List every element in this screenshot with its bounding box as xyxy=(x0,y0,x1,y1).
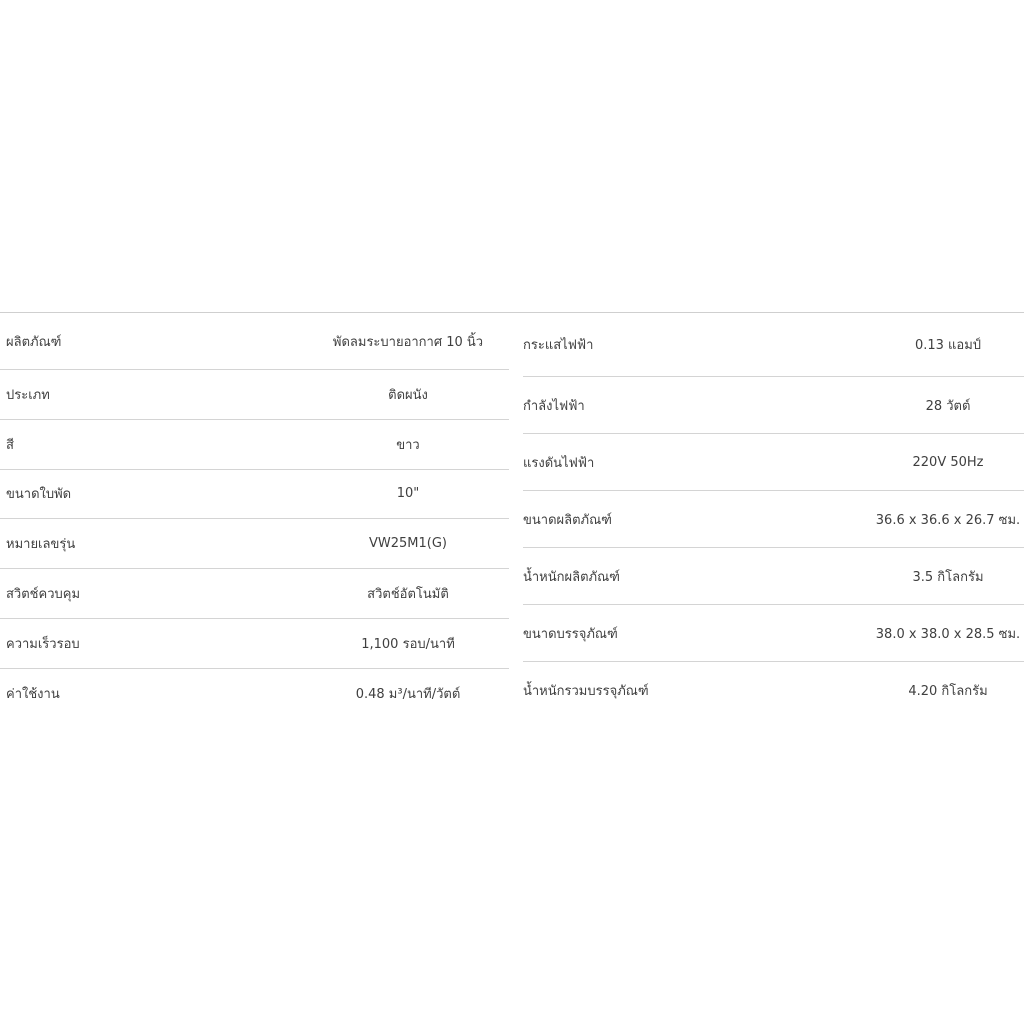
table-row xyxy=(0,313,509,370)
spec-value-gross-weight: 4.20 กิโลกรัม xyxy=(908,684,988,699)
spec-table xyxy=(0,312,1024,703)
spec-value-model: VW25M1(G) xyxy=(369,536,447,552)
table-row xyxy=(0,669,509,719)
spec-value-type: ติดผนัง xyxy=(388,387,428,403)
table-row xyxy=(0,569,509,619)
spec-value-package-size: 38.0 x 38.0 x 28.5 ซม. xyxy=(875,626,1021,642)
table-row xyxy=(0,619,509,669)
spec-label-speed: ความเร็วรอบ xyxy=(6,636,80,652)
spec-value-speed: 1,100 รอบ/นาที xyxy=(361,636,455,652)
table-row xyxy=(0,420,509,470)
spec-label-package-size: ขนาดบรรจุภัณฑ์ xyxy=(523,626,618,642)
table-row xyxy=(0,470,509,520)
spec-value-current: 0.13 แอมป์ xyxy=(914,338,982,353)
table-row xyxy=(0,519,509,569)
table-row xyxy=(523,313,1024,377)
table-row xyxy=(523,605,1024,662)
spec-label-color: สี xyxy=(6,437,14,453)
spec-value-color: ขาว xyxy=(396,437,420,453)
spec-label-product-size: ขนาดผลิตภัณฑ์ xyxy=(523,512,612,528)
spec-column-left xyxy=(0,313,509,719)
spec-value-product-weight: 3.5 กิโลกรัม xyxy=(912,569,984,585)
spec-label-efficiency: ค่าใช้งาน xyxy=(6,687,60,703)
spec-value-voltage: 220V 50Hz xyxy=(912,454,984,470)
table-row xyxy=(523,662,1024,719)
spec-value-product: พัดลมระบายอากาศ 10 นิ้ว xyxy=(332,334,484,350)
spec-value-switch: สวิตช์อัตโนมัติ xyxy=(367,587,449,603)
spec-column-right xyxy=(523,313,1024,719)
spec-value-efficiency: 0.48 ม³/นาที/วัตต์ xyxy=(355,687,461,703)
table-row xyxy=(523,548,1024,605)
spec-value-product-size: 36.6 x 36.6 x 26.7 ซม. xyxy=(875,512,1021,528)
spec-value-blade-size: 10" xyxy=(396,486,420,502)
spec-label-type: ประเภท xyxy=(6,387,50,403)
table-row xyxy=(523,434,1024,491)
spec-value-power: 28 วัตต์ xyxy=(925,398,971,414)
spec-label-blade-size: ขนาดใบพัด xyxy=(6,487,72,503)
spec-label-product-weight: น้ำหนักผลิตภัณฑ์ xyxy=(523,569,620,585)
spec-label-voltage: แรงดันไฟฟ้า xyxy=(523,455,595,471)
spec-label-power: กำลังไฟฟ้า xyxy=(523,398,585,414)
table-row xyxy=(0,370,509,420)
table-row xyxy=(523,377,1024,434)
spec-label-model: หมายเลขรุ่น xyxy=(6,537,76,553)
table-row xyxy=(523,491,1024,548)
spec-label-gross-weight: น้ำหนักรวมบรรจุภัณฑ์ xyxy=(523,684,649,699)
spec-label-current: กระแสไฟฟ้า xyxy=(523,338,594,353)
spec-label-product: ผลิตภัณฑ์ xyxy=(6,334,62,350)
spec-label-switch: สวิตช์ควบคุม xyxy=(6,587,81,603)
